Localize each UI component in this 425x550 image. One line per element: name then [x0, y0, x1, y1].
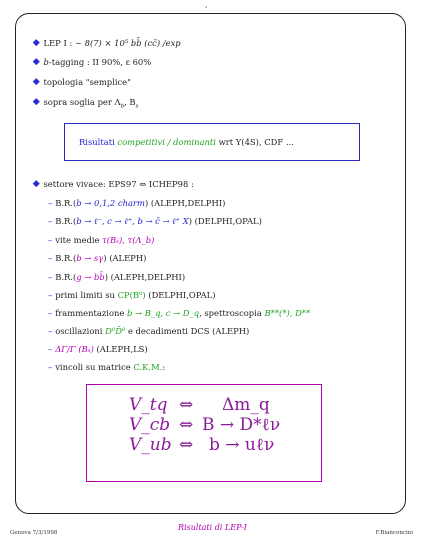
dash-icon: –: [48, 290, 53, 300]
item-post: e decadimenti DCS (ALEPH): [125, 326, 250, 336]
bullet-soglia: [34, 97, 138, 110]
bullet-soglia-sub2: s: [135, 103, 139, 110]
ckm-arrow-1: ⇔: [179, 415, 194, 435]
list-item: [48, 272, 185, 282]
results-box: [64, 123, 360, 161]
ckm-right-1: B → D*ℓν: [202, 415, 281, 435]
ckm-left-1: V_cb: [129, 415, 171, 435]
results-suffix: wrt Υ(4S), CDF ...: [215, 137, 294, 147]
dash-icon: –: [48, 362, 53, 372]
item-pre: primi limiti su: [55, 290, 118, 300]
item-formula: b → B_q, c → D_q: [127, 308, 200, 318]
item-post: (DELPHI,OPAL): [145, 290, 216, 300]
diamond-bullet-icon: [33, 180, 39, 186]
item-pre: B.R.(: [55, 198, 77, 208]
dash-icon: –: [48, 253, 53, 263]
item-pre: frammentazione: [55, 308, 128, 318]
list-item: [48, 253, 146, 263]
results-box-text: [79, 137, 294, 147]
page-top-mark: ,: [205, 0, 208, 9]
item-pre: oscillazioni: [55, 326, 106, 336]
item-pre: B.R.(: [55, 272, 77, 282]
footer-center: Risultati di LEP-I: [178, 523, 247, 532]
bullet-lep1-label: LEP I :: [43, 38, 75, 48]
dash-icon: –: [48, 272, 53, 282]
list-item: [48, 344, 148, 354]
results-highlight: competitivi / dominanti: [117, 137, 216, 147]
item-formula: τ(Bₛ), τ(Λ_b): [102, 235, 155, 245]
bullet-topologia: [34, 77, 131, 87]
footer-right: F.Bianconcini: [375, 530, 413, 536]
item-post: ) (DELPHI,OPAL): [188, 216, 262, 226]
bullet-soglia-sub1: b: [120, 103, 125, 110]
bullet-btagging-text: -tagging : II 90%, ε 60%: [48, 57, 152, 67]
ckm-arrow-0: ⇔: [179, 395, 194, 415]
dash-icon: –: [48, 198, 53, 208]
item-formula: b → ℓ⁻, c → ℓ⁺, b → c̄ → ℓ⁺ X: [76, 216, 189, 226]
ckm-left-0: V_tq: [129, 395, 168, 415]
ckm-right-2: b → uℓν: [209, 435, 275, 455]
list-item: [48, 290, 216, 300]
item-formula: D⁰D̄⁰: [105, 326, 126, 336]
diamond-bullet-icon: [33, 39, 39, 45]
item-pre: B.R.(: [55, 253, 77, 263]
item-post: ) (ALEPH): [103, 253, 147, 263]
dash-icon: –: [48, 216, 53, 226]
list-item: [48, 198, 225, 208]
item-post: , spettroscopia: [199, 308, 265, 318]
list-item: [48, 235, 154, 245]
footer-left: Genova 7/3/1998: [10, 530, 58, 536]
item-formula: g → bb̄: [76, 272, 105, 282]
bullet-btagging-formula: b: [43, 57, 49, 67]
diamond-bullet-icon: [33, 78, 39, 84]
item-post: ) (ALEPH,DELPHI): [104, 272, 186, 282]
results-prefix: Risultati: [79, 137, 118, 147]
item-pre: vite medie: [55, 235, 103, 245]
bullet-lep1: [34, 38, 181, 48]
item-post: :: [162, 362, 166, 372]
dash-icon: –: [48, 235, 53, 245]
diamond-bullet-icon: [33, 98, 39, 104]
dash-icon: –: [48, 326, 53, 336]
item-formula: ΔΓ/Γ (Bₛ): [55, 344, 94, 354]
item-formula: CP(B⁰): [117, 290, 146, 300]
item-pre: vincoli su matrice: [55, 362, 134, 372]
item-post: (ALEPH,LS): [93, 344, 148, 354]
list-item: [48, 216, 262, 226]
item-formula: b → sγ: [76, 253, 104, 263]
ckm-arrow-2: ⇔: [179, 435, 194, 455]
item-pre: B.R.(: [55, 216, 77, 226]
list-item: [48, 326, 249, 336]
bullet-soglia-sep: , B: [124, 97, 136, 107]
bullet-soglia-text: sopra soglia per Λ: [43, 97, 121, 107]
bullet-settore-text: settore vivace: EPS97 ⇔ ICHEP98 :: [43, 179, 194, 189]
ckm-box: [86, 384, 322, 482]
diamond-bullet-icon: [33, 58, 39, 64]
ckm-right-0: Δm_q: [222, 395, 270, 415]
bullet-topologia-text: topologia "semplice": [43, 77, 131, 87]
bullet-btagging: [34, 57, 151, 67]
item-formula: b → 0,1,2 charm: [76, 198, 145, 208]
bullet-lep1-formula: ∼ 8(7) × 10⁵ bb̄ (cc̄) /exp: [74, 38, 181, 48]
list-item: [48, 308, 310, 318]
bullet-settore: [34, 179, 194, 189]
item-post: ) (ALEPH,DELPHI): [144, 198, 226, 208]
ckm-left-2: V_ub: [129, 435, 172, 455]
item-tail: B**(*), D**: [264, 308, 311, 318]
dash-icon: –: [48, 308, 53, 318]
item-formula: C.K.M.: [133, 362, 163, 372]
dash-icon: –: [48, 344, 53, 354]
list-item: [48, 362, 165, 372]
